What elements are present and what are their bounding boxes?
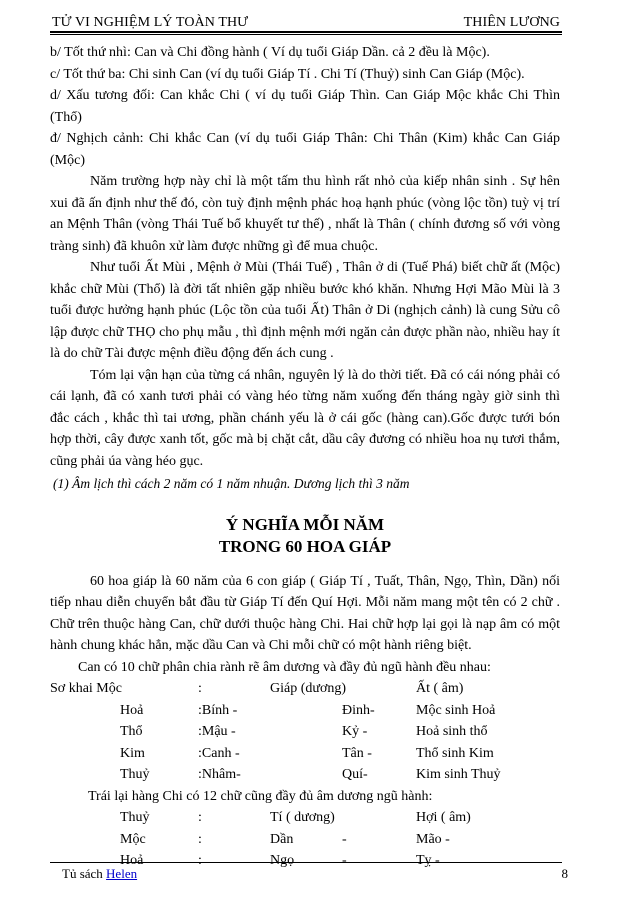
page-number: 8 xyxy=(561,866,568,881)
section-title xyxy=(50,514,560,558)
footer-prefix: Tủ sách xyxy=(62,866,107,881)
can-element: Thổ xyxy=(120,724,143,739)
can-am: Quí- xyxy=(342,767,368,782)
page-content xyxy=(50,42,560,872)
section-title-line2: TRONG 60 HOA GIÁP xyxy=(218,536,392,556)
rule-c: c/ Tốt thứ ba: Chi sinh Can (ví dụ tuổi Giáp Tí . Chi Tí (Thuỷ) sinh Can Giáp (Mộc). xyxy=(50,66,525,82)
chi-intro: Trái lại hàng Chi có 12 chữ cũng đầy đủ âm dương ngũ hành: xyxy=(88,788,433,804)
page-footer xyxy=(62,866,568,882)
chi-colon: : xyxy=(198,810,202,825)
chi-element: Mộc xyxy=(120,831,146,847)
can-duong: Giáp (dương) xyxy=(270,681,347,696)
can-am: Ất ( âm) xyxy=(416,681,464,696)
body-paragraph: Tóm lại vận hạn của từng cá nhân, nguyên lý là do thời tiết. Đã có cái nóng phải có cái lạnh, đã có xanh tươi phải có vàng héo từng năm xuống đến tháng ngày giờ sinh thì đắc cách , khắc thì tai ương, phần chánh yếu là ở cái gốc (hàng can).Gốc được tưới bón hợp thời, cây được xanh tốt, gốc mà bị chặt cắt, dầu cây đương có nhiều hoa nụ tươi thắm, cũng phải úa vàng héo gục. xyxy=(50,367,560,469)
can-duong: :Canh - xyxy=(198,745,240,761)
chi-am: Mão - xyxy=(416,831,450,847)
section-paragraph: 60 hoa giáp là 60 năm của 6 con giáp ( Giáp Tí , Tuất, Thân, Ngọ, Thìn, Dần) nối tiếp nhau diễn chuyển bắt đầu từ Giáp Tí đến Quí Hợi. Mỗi năm mang một tên có 2 chữ . Chữ trên thuộc hàng Can, chữ dưới thuộc hàng Chi. Hai chữ hợp lại gọi là nạp âm có một hành chung khác hẳn, mặc dầu Can và Chi mỗi chữ có một hành riêng biệt. xyxy=(50,573,560,653)
can-am: Đinh- xyxy=(342,702,375,718)
can-relation: Mộc sinh Hoả xyxy=(416,702,496,718)
can-row xyxy=(50,721,560,743)
header-rule xyxy=(50,31,562,33)
can-element: Sơ khai Mộc xyxy=(50,681,122,696)
footnote: (1) Âm lịch thì cách 2 năm có 1 năm nhuận. Dương lịch thì 3 năm xyxy=(53,476,410,491)
chi-row xyxy=(50,829,560,851)
chi-duong: Ngọ xyxy=(270,853,295,868)
can-element: Thuỷ xyxy=(120,767,150,782)
can-element: Hoả xyxy=(120,702,144,718)
rule-dd: đ/ Nghịch cảnh: Chi khắc Can (ví dụ tuổi Giáp Thân: Chi Thân (Kim) khắc Can Giáp (Mộc) xyxy=(50,131,560,168)
body-paragraph: Năm trường hợp này chỉ là một tấm thu hình rất nhỏ của kiếp nhân sinh . Sự hên xui đã ấn định như thế đó, còn tuỳ định mệnh phác hoạ hạnh phúc (vòng lộc tồn) tuỳ vị trí an Mệnh Thân (vòng Thái Tuế bổ khuyết tư thế) , nhất là Thân ( chính đương số với vòng tràng sinh) đã khuôn xử làm được những gì để mua chuộc. xyxy=(50,174,560,254)
chi-element: Thuỷ xyxy=(120,810,150,825)
footer-rule xyxy=(50,862,562,863)
rule-b: b/ Tốt thứ nhì: Can và Chi đồng hành ( Ví dụ tuổi Giáp Dần. cả 2 đều là Mộc). xyxy=(50,45,490,60)
can-row xyxy=(50,743,560,765)
can-am: Tân - xyxy=(342,745,372,761)
section-title-line1: Ý NGHĨA MỖI NĂM xyxy=(225,514,385,534)
chi-colon: : xyxy=(198,831,202,847)
footer-author-link[interactable]: Helen xyxy=(106,866,138,881)
chi-duong: Dần xyxy=(270,831,294,847)
can-row xyxy=(50,700,560,722)
can-intro: Can có 10 chữ phân chia rành rẽ âm dương và đầy đủ ngũ hành đều nhau: xyxy=(78,659,491,675)
can-duong: :Mậu - xyxy=(198,724,236,739)
can-duong: :Bính - xyxy=(198,702,238,718)
chi-dash: - xyxy=(342,831,347,847)
can-colon: : xyxy=(198,681,202,696)
body-paragraph: Như tuổi Ất Mùi , Mệnh ở Mùi (Thái Tuế) , Thân ở di (Tuế Phá) biết chữ ất (Mộc) khắc chữ Mùi (Thổ) là đời tất nhiên gặp nhiều bước khó khăn. Nhưng Hợi Mão Mùi là 3 tuổi được hưởng hạnh phúc (Lộc tồn của tuổi Ất) Thân ở Di (nghịch cảnh) là cung Sửu cô lập được chữ THỌ cho phụ mẫu , thì định mệnh mới ngăn cản được phần nào, nhiều hay ít là do chữ Tài được mệnh điều động đến ách cung . xyxy=(50,260,560,361)
can-am: Kỷ - xyxy=(342,724,368,739)
can-relation: Kim sinh Thuỷ xyxy=(416,767,501,782)
chi-duong: Tí ( dương) xyxy=(270,810,335,825)
chi-colon: : xyxy=(198,853,202,868)
rule-d: d/ Xấu tương đối: Can khắc Chi ( ví dụ tuổi Giáp Thìn. Can Giáp Mộc khắc Chi Thìn (Thổ) xyxy=(50,88,560,125)
chi-am: Tỵ - xyxy=(416,853,440,868)
author-name: THIÊN LƯƠNG xyxy=(463,15,560,30)
header-rule-thin xyxy=(50,34,562,35)
chi-dash: - xyxy=(342,853,347,868)
chi-element: Hoả xyxy=(120,853,144,868)
can-duong: :Nhâm- xyxy=(198,767,241,782)
can-relation: Thổ sinh Kim xyxy=(416,745,494,761)
can-row-first xyxy=(50,678,560,700)
book-title: TỬ VI NGHIỆM LÝ TOÀN THƯ xyxy=(52,15,249,30)
chi-row xyxy=(50,807,560,829)
chi-am: Hợi ( âm) xyxy=(416,810,471,825)
can-row xyxy=(50,764,560,786)
can-relation: Hoả sinh thổ xyxy=(416,724,488,739)
can-element: Kim xyxy=(120,745,145,761)
page-header xyxy=(52,11,562,31)
